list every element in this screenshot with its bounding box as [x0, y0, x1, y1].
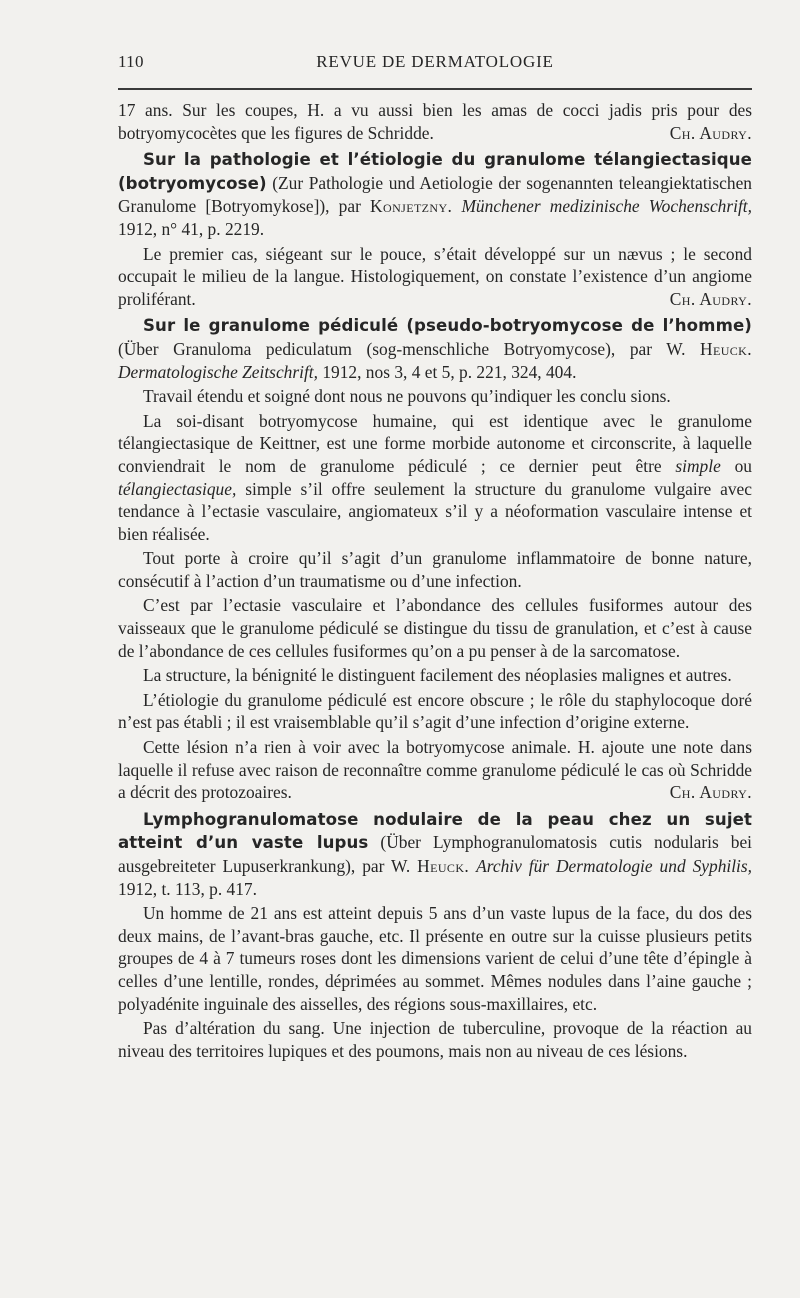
- emphasis: simple: [675, 455, 721, 476]
- article-title: Sur la pathologie et l’étiologie du granulome télangiectasique (botryomycose): [118, 150, 752, 193]
- article-title: Sur le granulome pédiculé (pseudo-botryomycose de l’homme): [143, 316, 752, 336]
- paragraph-text: Le premier cas, siégeant sur le pouce, s’était développé sur un nævus ; le second occupait le milieu de la langue. Histologiquement, on constate l’existence d’un angiome proliférant.: [118, 243, 752, 309]
- running-title: REVUE DE DERMATOLOGIE: [316, 52, 554, 71]
- paragraph: Un homme de 21 ans est atteint depuis 5 ans d’un vaste lupus de la face, du dos des deux mains, de l’avant-bras gauche, etc. Il présente en outre sur la cuisse plusieurs petits groupes de 4 à 7 tumeurs roses dont les dimensions varient de celui d’une tête d’épingle à celles d’une lentille, rondes, déprimées au sommet. Mêmes nodules dans l’aine gauche ; polyadénite inguinale des aisselles, des régions sous-maxillaires, etc.: [118, 903, 752, 1014]
- journal-name: Archiv für Dermatologie und Syphilis,: [476, 856, 752, 876]
- reference-end: 1912, nos 3, 4 et 5, p. 221, 324, 404.: [317, 361, 577, 382]
- paragraph: Tout porte à croire qu’il s’agit d’un granulome inflammatoire de bonne nature, consécutif à l’action d’un traumatisme ou d’une infection.: [118, 548, 752, 591]
- article-title: Lymphogranulomatose nodulaire de la peau chez un sujet atteint d’un vaste lupus: [118, 809, 752, 853]
- article-author: Heuck.: [700, 338, 752, 359]
- paragraph-text: ou: [720, 455, 752, 476]
- header-rule: [118, 88, 752, 90]
- page-body: [118, 99, 752, 1062]
- paragraph: [118, 243, 752, 311]
- paragraph-text: 17 ans. Sur les coupes, H. a vu aussi bien les amas de cocci jadis pris pour des botryomycocètes que les figures de Schridde.: [118, 100, 752, 143]
- emphasis: télangiectasique,: [118, 478, 237, 499]
- article-author: Heuck.: [417, 856, 470, 876]
- article-author: Konjetzny.: [370, 196, 453, 217]
- paragraph: [118, 410, 752, 546]
- signature: Ch. Audry.: [669, 782, 752, 803]
- paragraph-text: Cette lésion n’a rien à voir avec la botryomycose animale. H. ajoute une note dans laquelle il refuse avec raison de reconnaître comme granulome pédiculé le cas où Schridde a décrit des protozoaires.: [118, 737, 752, 803]
- paragraph: La structure, la bénignité le distinguent facilement des néoplasies malignes et autres.: [143, 665, 732, 686]
- paragraph-text: La soi-disant botryomycose humaine, qui est identique avec le granulome télangiectasique de Keittner, est une forme morbide autonome et circonscrite, à laquelle conviendrait le nom de granulome pédiculé ; ce dernier peut être: [118, 410, 752, 476]
- paragraph-text: simple s’il offre seulement la structure du granulome vulgaire avec tendance à l’ectasie vasculaire, angiomateux s’il y a néoformation vasculaire intense et bien réalisée.: [118, 478, 752, 544]
- article-reference: (Über Granuloma pediculatum (sog-menschliche Botryomycose), par W.: [118, 338, 701, 359]
- continued-paragraph: [118, 99, 752, 144]
- journal-name: Dermatologische Zeitschrift,: [118, 361, 318, 382]
- article-heading: [118, 148, 752, 240]
- signature: Ch. Audry.: [669, 288, 752, 309]
- paragraph: [118, 736, 752, 804]
- journal-name: Münchener medizinische Wochenschrift,: [461, 196, 752, 217]
- reference-end: 1912, n° 41, p. 2219.: [118, 218, 265, 239]
- article-reference: (Über Lymphogranulomatosis cutis nodularis bei ausgebreiteter Lupuserkrankung), par W.: [118, 832, 753, 876]
- paragraph: Travail étendu et soigné dont nous ne pouvons qu’indiquer les conclu sions.: [143, 386, 671, 407]
- article-heading: [118, 314, 752, 383]
- signature: Ch. Audry.: [669, 122, 752, 143]
- article-heading: [118, 808, 752, 900]
- page-header: [118, 46, 752, 80]
- reference-end: 1912, t. 113, p. 417.: [118, 878, 257, 899]
- article-reference: (Zur Pathologie und Aetiologie der sogenannten teleangiektatischen Granulome [Botryomykose]), par: [118, 172, 752, 217]
- paragraph: Pas d’altération du sang. Une injection de tuberculine, provoque de la réaction au niveau des territoires lupiques et des poumons, mais non au niveau de ces lésions.: [118, 1018, 752, 1061]
- paragraph: C’est par l’ectasie vasculaire et l’abondance des cellules fusiformes autour des vaisseaux que le granulome pédiculé se distingue du tissu de granulation, et c’est à cause de l’abondance de ces cellules fusiformes qu’on a pu penser à de la sarcomatose.: [118, 595, 752, 661]
- paragraph: L’étiologie du granulome pédiculé est encore obscure ; le rôle du staphylocoque doré n’est pas établi ; il est vraisemblable qu’il s’agit d’une infection d’origine externe.: [118, 689, 752, 733]
- page-number: 110: [118, 52, 144, 71]
